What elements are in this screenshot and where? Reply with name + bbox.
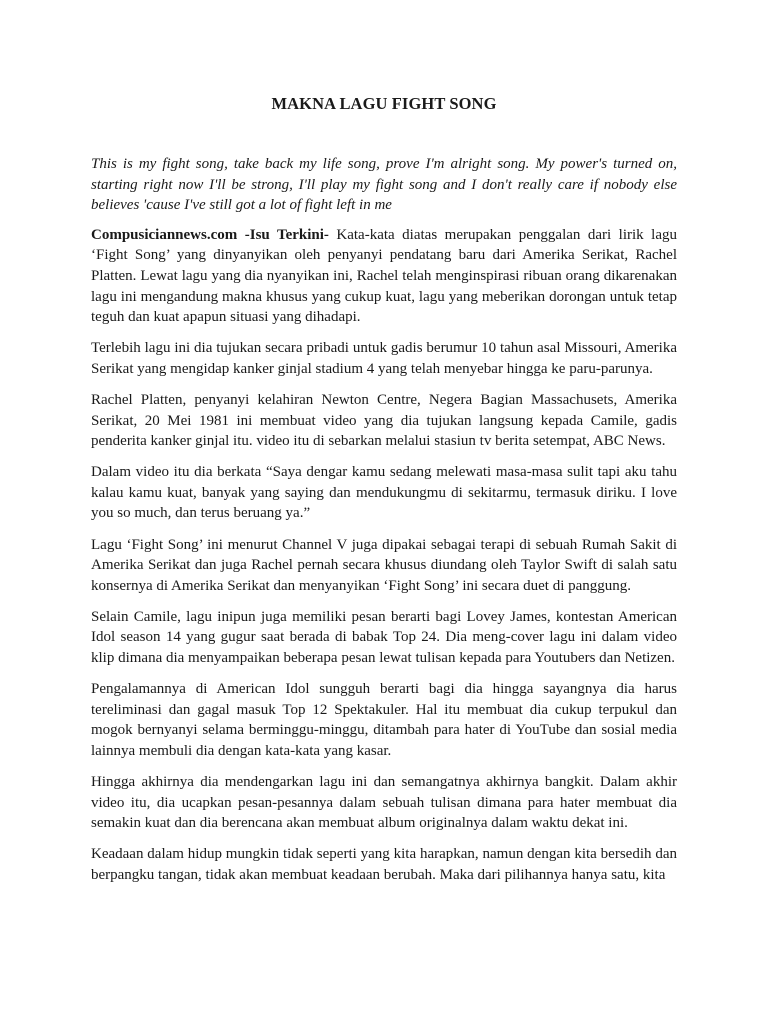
page-title: MAKNA LAGU FIGHT SONG (271, 94, 497, 113)
document-content (91, 93, 677, 896)
paragraph: Rachel Platten, penyanyi kelahiran Newton Centre, Negera Bagian Massachusets, Amerika Serikat, 20 Mei 1981 ini membuat video yang dia tujukan langsung kepada Camile, gadis penderita kanker ginjal itu. video itu di sebarkan melalui stasiun tv berita setempat, ABC News. (91, 391, 677, 450)
paragraph: Pengalamannya di American Idol sungguh berarti bagi dia hingga sayangnya dia harus tereliminasi dan gagal masuk Top 12 Spektakuler. Hal itu membuat dia cukup terpukul dan mogok bernyanyi selama berminggu-minggu, ditambah para hater di YouTube dan sosial media lainnya membuli dia dengan kata-kata yang kasar. (91, 681, 677, 759)
paragraph: Terlebih lagu ini dia tujukan secara pribadi untuk gadis berumur 10 tahun asal Missouri, Amerika Serikat yang mengidap kanker ginjal stadium 4 yang telah menyebar hingga ke paru-parunya. (91, 340, 677, 377)
paragraph: Keadaan dalam hidup mungkin tidak seperti yang kita harapkan, namun dengan kita bersedih dan berpangku tangan, tidak akan membuat keadaan berubah. Maka dari pilihannya hanya satu, kita (91, 846, 677, 883)
paragraph-intro (91, 225, 677, 328)
lyric-quote: This is my fight song, take back my life song, prove I'm alright song. My power's turned on, starting right now I'll be strong, I'll play my fight song and I don't really care if nobody else believes 'cause I've still got a lot of fight left in me (91, 156, 677, 214)
paragraph: Lagu ‘Fight Song’ ini menurut Channel V juga dipakai sebagai terapi di sebuah Rumah Sakit di Amerika Serikat dan juga Rachel pernah secara khusus diundang oleh Taylor Swift di salah satu konsernya di Amerika Serikat dan menyanyikan ‘Fight Song’ ini secara duet di panggung. (91, 536, 677, 594)
paragraph: Selain Camile, lagu inipun juga memiliki pesan berarti bagi Lovey James, kontestan American Idol season 14 yang gugur saat berada di babak Top 24. Dia meng-cover lagu ini dalam video klip dimana dia menyampaikan beberapa pesan lewat tulisan kepada para Youtubers dan Netizen. (91, 608, 677, 666)
paragraph: Dalam video itu dia berkata “Saya dengar kamu sedang melewati masa-masa sulit tapi aku tahu kalau kamu kuat, banyak yang saying dan mendukungmu di sekitarmu, termasuk diriku. I love you so much, dan terus beruang ya.” (91, 464, 677, 522)
source-label: Compusiciannews.com -Isu Terkini- (91, 226, 329, 243)
paragraph: Hingga akhirnya dia mendengarkan lagu ini dan semangatnya akhirnya bangkit. Dalam akhir video itu, dia ucapkan pesan-pesannya dalam sebuah tulisan dimana para hater membuat dia semakin kuat dan dia berencana akan membuat album originalnya dalam waktu dekat ini. (91, 773, 677, 832)
paragraph-intro-text: Kata-kata diatas merupakan penggalan dari lirik lagu ‘Fight Song’ yang dinyanyikan oleh penyanyi pendatang baru dari Amerika Serikat, Rachel Platten. Lewat lagu yang dia nyanyikan ini, Rachel telah menginspirasi ribuan orang dikarenakan lagu ini mengandung makna khusus yang cukup kuat, lagu yang meberikan dorongan untuk tetap teguh dan kuat apapun situasi yang dihadapi. (91, 226, 677, 326)
